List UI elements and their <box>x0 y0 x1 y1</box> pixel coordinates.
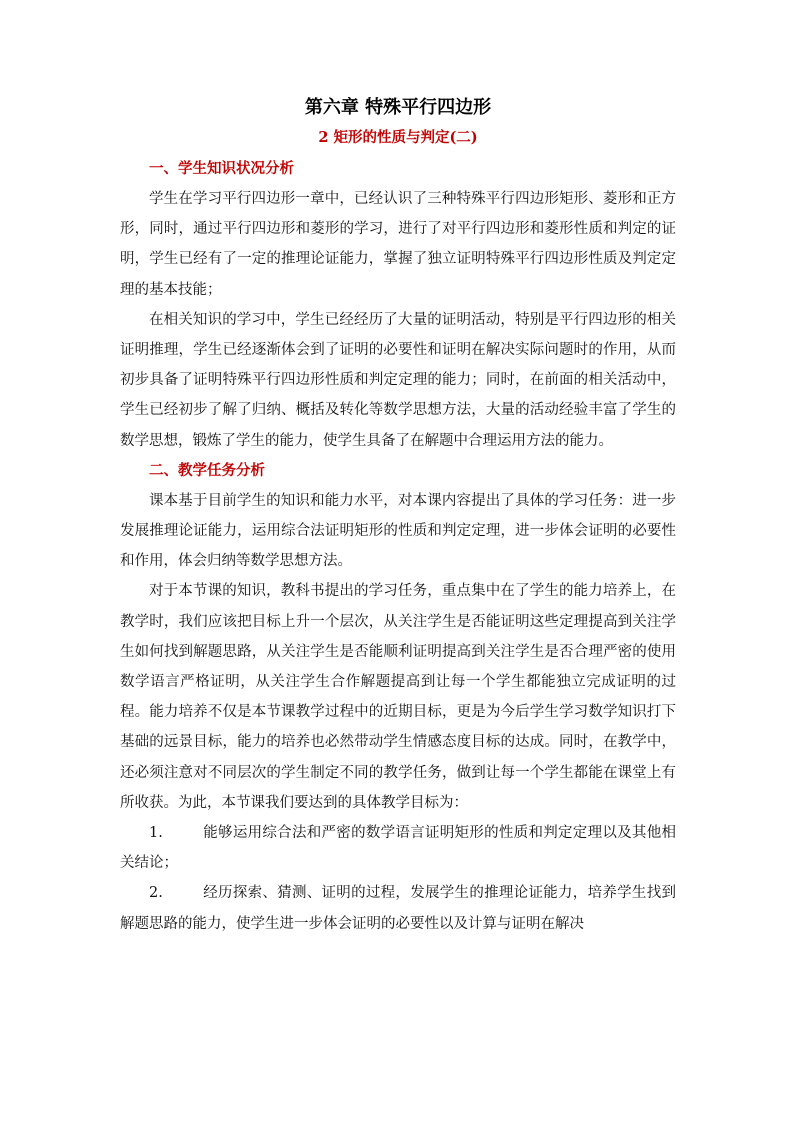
list-text: 经历探索、猜测、证明的过程，发展学生的推理论证能力，培养学生找到解题思路的能力，使学生进一步体会证明的必要性以及计算与证明在解决 <box>120 885 676 932</box>
paragraph: 学生在学习平行四边形一章中，已经认识了三种特殊平行四边形矩形、菱形和正方形，同时，通过平行四边形和菱形的学习，进行了对平行四边形和菱形性质和判定的证明，学生已经有了一定的推理论证能力，掌握了独立证明特殊平行四边形性质及判定定理的基本技能； <box>120 191 676 298</box>
list-number: 1. <box>149 825 163 842</box>
list-number: 2. <box>149 885 163 902</box>
section-heading-task-analysis: 二、教学任务分析 <box>149 461 265 479</box>
list-text: 能够运用综合法和严密的数学语言证明矩形的性质和判定定理以及其他相关结论； <box>120 825 676 872</box>
chapter-title: 第六章 特殊平行四边形 <box>304 97 492 118</box>
document-body <box>120 96 676 939</box>
paragraph: 课本基于目前学生的知识和能力水平，对本课内容提出了具体的学习任务：进一步发展推理论证能力，运用综合法证明矩形的性质和判定定理，进一步体会证明的必要性和作用，体会归纳等数学思想方法。 <box>120 492 676 570</box>
objective-list-item <box>120 818 676 878</box>
objective-list-item <box>120 878 676 938</box>
paragraph: 对于本节课的知识，教科书提出的学习任务，重点集中在了学生的能力培养上，在教学时，我们应该把目标上升一个层次，从关注学生是否能证明这些定理提高到关注学生如何找到解题思路，从关注学生是否能顺利证明提高到关注学生是否合理严密的使用数学语言严格证明，从关注学生合作解题提高到让每一个学生都能独立完成证明的过程。能力培养不仅是本节课教学过程中的近期目标，更是为今后学生学习数学知识打下基础的远景目标，能力的培养也必然带动学生情感态度目标的达成。同时，在教学中，还必须注意对不同层次的学生制定不同的教学任务，做到让每一个学生都能在课堂上有所收获。为此，本节课我们要达到的具体教学目标为： <box>120 583 676 811</box>
section-heading-student-analysis: 一、学生知识状况分析 <box>149 160 294 177</box>
paragraph: 在相关知识的学习中，学生已经经历了大量的证明活动，特别是平行四边形的相关证明推理，学生已经逐渐体会到了证明的必要性和证明在解决实际问题时的作用，从而初步具备了证明特殊平行四边形性质和判定定理的能力；同时，在前面的相关活动中，学生已经初步了解了归纳、概括及转化等数学思想方法，大量的活动经验丰富了学生的数学思想，锻炼了学生的能力，使学生具备了在解题中合理运用方法的能力。 <box>120 311 676 449</box>
lesson-subtitle: 2 矩形的性质与判定(二) <box>318 129 478 146</box>
